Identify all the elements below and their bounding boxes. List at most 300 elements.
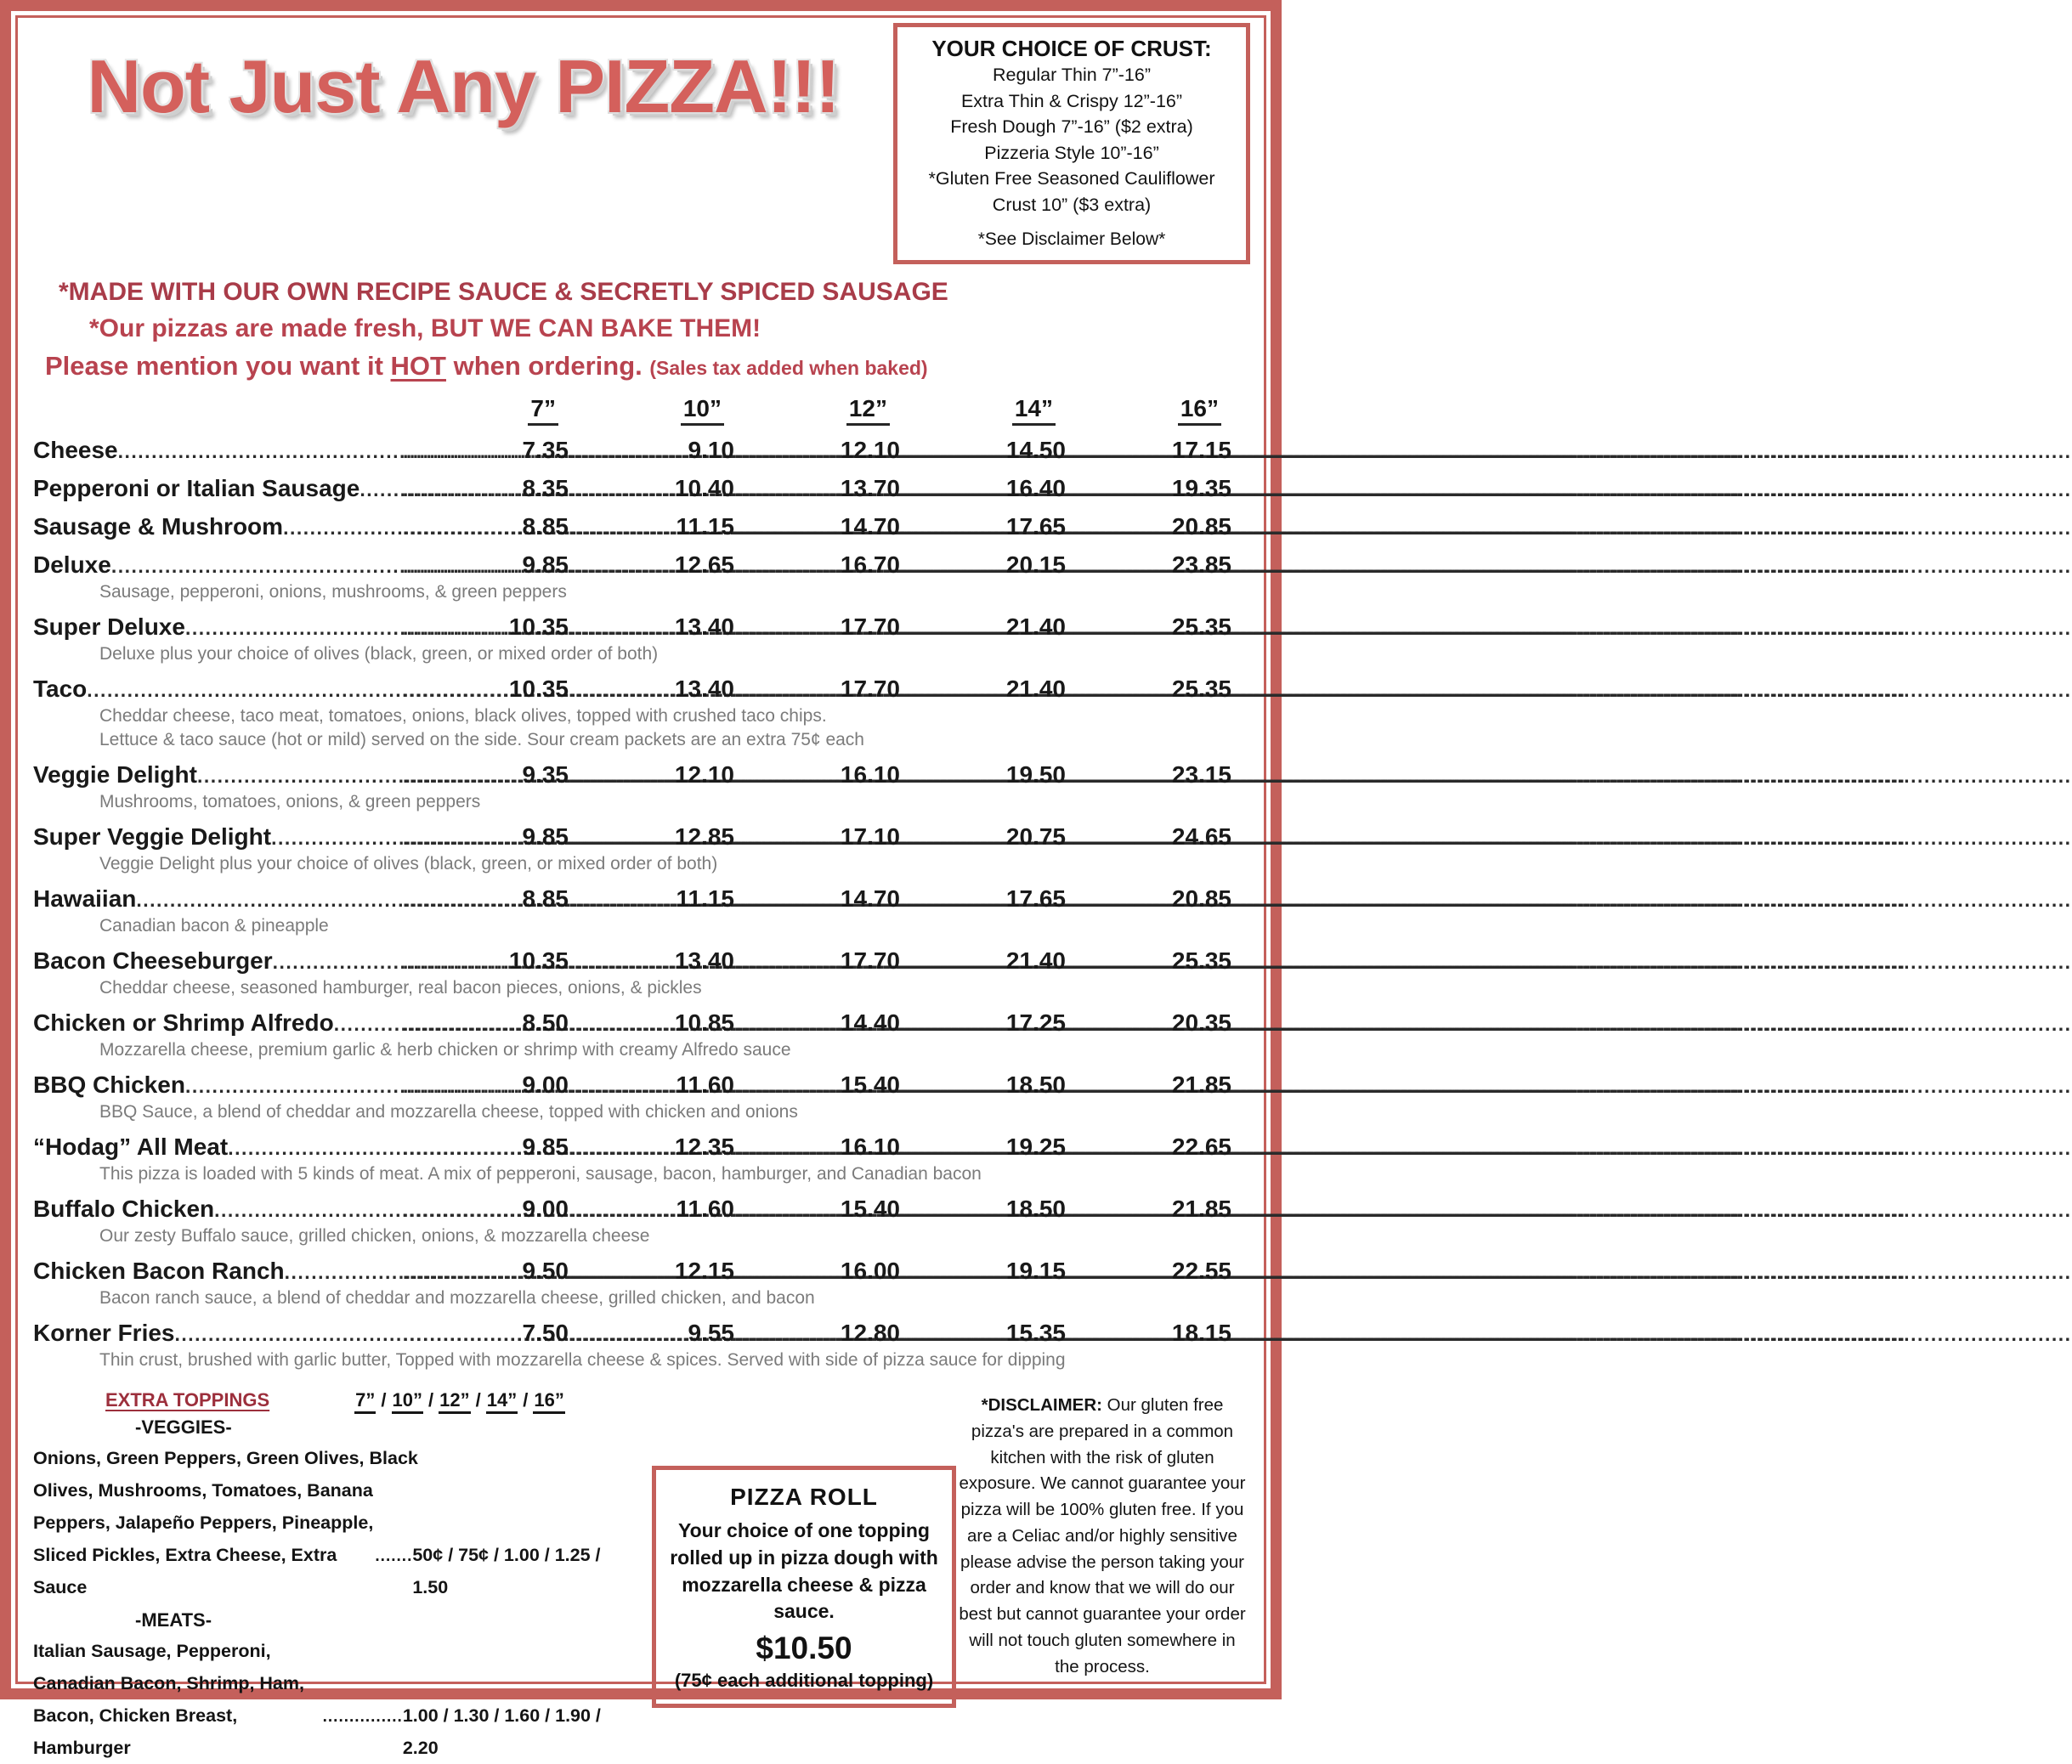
menu-item-row (33, 1258, 1250, 1285)
leader-dots (900, 1199, 1006, 1222)
menu-item-price-cell (403, 551, 569, 579)
meats-heading: -MEATS- (135, 1609, 212, 1631)
leader-dots (1066, 1013, 1172, 1036)
size-header-cell (900, 395, 1066, 426)
size-header-label: 14” (1012, 395, 1056, 426)
leader-dots (403, 765, 523, 788)
menu-item-row (33, 1134, 1250, 1161)
menu-item-price: 7.35 (522, 437, 569, 464)
meats-line: Italian Sausage, Pepperoni, (33, 1641, 271, 1662)
leader-dots (403, 1261, 523, 1284)
menu-item-price: 18.15 (1171, 1320, 1231, 1347)
menu-item-price: 21.85 (1171, 1196, 1231, 1223)
menu-item-price: 9.85 (522, 1134, 569, 1161)
menu-item-price-cell (569, 1134, 734, 1161)
pizza-roll-price: $10.50 (756, 1631, 852, 1666)
menu-item-price-cell (900, 437, 1066, 464)
menu-item-price: 17.65 (1005, 885, 1066, 913)
menu-item-price-cell (569, 947, 734, 975)
menu-item-price: 25.35 (1171, 676, 1231, 703)
menu-item-price-cell (1066, 613, 1231, 641)
leader-dots (569, 555, 675, 578)
menu-item-row (33, 761, 1250, 789)
menu-item-price-cell (1066, 513, 1231, 540)
meats-prices: 1.00 / 1.30 / 1.60 / 1.90 / 2.20 (402, 1705, 601, 1758)
extra-toppings-section (33, 1389, 628, 1764)
leader-dots (403, 679, 509, 702)
menu-item-price: 14.70 (840, 513, 900, 540)
leader-dots (403, 517, 523, 540)
menu-item-row (33, 613, 1250, 641)
size-separator: / (428, 1389, 434, 1411)
menu-item-price-cell (734, 1196, 900, 1223)
leader-dots (1066, 1199, 1172, 1222)
size-header-label: 10” (681, 395, 724, 426)
leader-dots (734, 1013, 841, 1036)
menu-item-price: 10.35 (508, 676, 569, 703)
menu-item-price-cell (1066, 1320, 1231, 1347)
leader-dots (900, 951, 1006, 974)
leader-dots (1066, 478, 1172, 501)
leader-dots (403, 889, 523, 912)
leader-dots (403, 1323, 523, 1346)
menu-item-price: 16.40 (1005, 475, 1066, 502)
leader-dots (734, 1323, 841, 1346)
leader-dots (569, 617, 675, 640)
leader-dots (569, 517, 676, 540)
menu-item-price: 12.80 (840, 1320, 900, 1347)
menu-item-price: 9.85 (522, 823, 569, 851)
menu-item-price-cell (569, 1071, 734, 1099)
menu-item-name: Bacon Cheeseburger (33, 947, 273, 975)
menu-item-name: Taco (33, 676, 88, 703)
leader-dots (1066, 555, 1172, 578)
leader-dots (111, 555, 403, 578)
leader-dots (900, 440, 1006, 463)
menu-item-price: 16.10 (840, 761, 900, 789)
menu-item-price: 24.65 (1171, 823, 1231, 851)
menu-item-description: Our zesty Buffalo sauce, grilled chicken, onions, & mozzarella cheese (99, 1226, 650, 1247)
menu-item-price: 22.65 (1171, 1134, 1231, 1161)
leader-dots (403, 440, 523, 463)
leader-dots (271, 827, 403, 850)
menu-item-price-cell (1066, 761, 1231, 789)
tagline-hot-post: when ordering. (445, 351, 650, 382)
menu-item-name: Super Deluxe (33, 613, 185, 641)
menu-item-description: Bacon ranch sauce, a blend of cheddar and mozzarella cheese, grilled chicken, and bacon (99, 1288, 815, 1309)
menu-item-name: Chicken or Shrimp Alfredo (33, 1009, 334, 1037)
menu-item-price-cell (403, 823, 569, 851)
leader-dots (900, 478, 1006, 501)
menu-item-name-cell (33, 1071, 403, 1099)
size-header-cell (569, 395, 734, 426)
menu-item-price: 8.35 (522, 475, 569, 502)
menu-item-price: 9.55 (688, 1320, 734, 1347)
leader-dots (569, 1261, 675, 1284)
leader-dots (734, 889, 841, 912)
menu-item-price: 17.70 (840, 676, 900, 703)
menu-item-price: 21.85 (1171, 1071, 1231, 1099)
menu-item-name-cell (33, 1320, 403, 1347)
menu-item-row (33, 437, 1250, 464)
menu-item-price: 17.25 (1005, 1009, 1066, 1037)
disclaimer-label: *DISCLAIMER: (981, 1395, 1102, 1416)
menu-item-row (33, 1196, 1250, 1223)
leader-dots (734, 765, 841, 788)
menu-item-price-cell (734, 761, 900, 789)
menu-item-price-cell (1066, 1258, 1231, 1285)
size-header-cell (734, 395, 900, 426)
crust-option: Fresh Dough 7”-16” ($2 extra) (950, 116, 1193, 138)
tagline-hot-pre: Please mention you want it (45, 351, 391, 382)
menu-item-price-cell (900, 1009, 1066, 1037)
leader-dots (900, 827, 1006, 850)
menu-item-price-cell (569, 1009, 734, 1037)
menu-item-name: Hawaiian (33, 885, 137, 913)
menu-item-price: 7.50 (522, 1320, 569, 1347)
leader-dots (734, 1199, 841, 1222)
pizza-price-table (33, 395, 1250, 1371)
menu-item-row (33, 1071, 1250, 1099)
menu-item-description: Lettuce & taco sauce (hot or mild) served on the side. Sour cream packets are an extra 75¢ each (99, 730, 864, 750)
leader-dots (569, 951, 675, 974)
menu-item-price: 9.00 (522, 1196, 569, 1223)
pizza-roll-topping-note: (75¢ each additional topping) (674, 1670, 934, 1692)
menu-item-price: 12.10 (674, 761, 734, 789)
menu-item-price-cell (403, 947, 569, 975)
leader-dots (185, 617, 403, 640)
menu-item-row (33, 513, 1250, 540)
leader-dots (734, 555, 841, 578)
menu-item-price-cell (900, 1258, 1066, 1285)
menu-item-price: 15.40 (840, 1196, 900, 1223)
menu-item-price: 8.85 (522, 513, 569, 540)
extra-toppings-size-headers (354, 1389, 565, 1411)
menu-item-name: Veggie Delight (33, 761, 197, 789)
size-header-cell (403, 395, 569, 426)
leader-dots (136, 889, 403, 912)
leader-dots (375, 1542, 412, 1570)
menu-item-description: BBQ Sauce, a blend of cheddar and mozzarella cheese, topped with chicken and onions (99, 1102, 798, 1122)
leader-dots (569, 1013, 675, 1036)
menu-item-price-cell (734, 1134, 900, 1161)
menu-item-price: 19.25 (1005, 1134, 1066, 1161)
menu-item-price: 20.15 (1005, 551, 1066, 579)
menu-item-price-cell (1066, 437, 1231, 464)
menu-item-price-cell (900, 1071, 1066, 1099)
menu-item-price-cell (1066, 885, 1231, 913)
leader-dots (900, 1075, 1006, 1098)
leader-dots (569, 1199, 676, 1222)
menu-item-price-cell (734, 947, 900, 975)
size-separator: / (475, 1389, 481, 1411)
leader-dots (403, 478, 523, 501)
gluten-disclaimer (956, 1393, 1248, 1680)
menu-item-price: 14.70 (840, 885, 900, 913)
menu-item-price: 19.15 (1005, 1258, 1066, 1285)
meats-last-items: Bacon, Chicken Breast, Hamburger (33, 1705, 238, 1758)
leader-dots (734, 827, 841, 850)
leader-dots (900, 617, 1006, 640)
size-header-label: 7” (528, 395, 558, 426)
menu-item-price: 21.40 (1005, 947, 1066, 975)
menu-item-name-cell (33, 1134, 403, 1161)
menu-item-price-cell (569, 613, 734, 641)
leader-dots (1066, 440, 1172, 463)
leader-dots (323, 1703, 403, 1731)
leader-dots (118, 440, 403, 463)
menu-item-price-cell (900, 1196, 1066, 1223)
menu-item-name-cell (33, 613, 403, 641)
leader-dots (734, 679, 841, 702)
leader-dots (403, 555, 523, 578)
menu-item-price: 12.85 (674, 823, 734, 851)
menu-item-name-cell (33, 475, 403, 502)
menu-item-price: 9.85 (522, 551, 569, 579)
leader-dots (900, 889, 1006, 912)
veggies-line: Olives, Mushrooms, Tomatoes, Banana (33, 1480, 373, 1501)
pizza-roll-box (652, 1466, 956, 1708)
leader-dots (569, 1323, 688, 1346)
menu-item-price-cell (734, 513, 900, 540)
menu-item-price-cell (1066, 676, 1231, 703)
menu-item-description: Canadian bacon & pineapple (99, 916, 329, 936)
menu-item-price-cell (734, 437, 900, 464)
menu-item-price-cell (900, 1134, 1066, 1161)
leader-dots (569, 440, 688, 463)
menu-item-price-cell (569, 551, 734, 579)
page-title: Not Just Any PIZZA!!! (87, 44, 840, 128)
menu-item-price: 15.35 (1005, 1320, 1066, 1347)
menu-item-price-cell (900, 551, 1066, 579)
leader-dots (734, 517, 841, 540)
topping-size-header: 7” (354, 1389, 376, 1414)
pizza-roll-description: Your choice of one topping rolled up in pizza dough with mozzarella cheese & pizza sauce. (670, 1519, 938, 1623)
extra-toppings-heading: EXTRA TOPPINGS (105, 1389, 270, 1411)
menu-item-price: 8.50 (522, 1009, 569, 1037)
menu-item-name-cell (33, 1196, 403, 1223)
menu-item-price: 10.35 (508, 613, 569, 641)
veggies-price-line (33, 1540, 628, 1604)
leader-dots (403, 617, 509, 640)
menu-item-name-cell (33, 947, 403, 975)
leader-dots (283, 517, 403, 540)
menu-item-price-cell (900, 1320, 1066, 1347)
taglines-section (33, 278, 1250, 382)
pizza-roll-title: PIZZA ROLL (730, 1484, 878, 1511)
menu-item-price: 14.40 (840, 1009, 900, 1037)
size-header-cell (1066, 395, 1231, 426)
menu-item-description: Mozzarella cheese, premium garlic & herb chicken or shrimp with creamy Alfredo sauce (99, 1040, 791, 1060)
menu-item-price-cell (900, 761, 1066, 789)
menu-item-price: 18.50 (1005, 1196, 1066, 1223)
menu-item-price-cell (403, 885, 569, 913)
menu-item-price-cell (403, 1196, 569, 1223)
menu-item-price-cell (734, 885, 900, 913)
menu-item-price: 25.35 (1171, 613, 1231, 641)
menu-item-name: “Hodag” All Meat (33, 1134, 229, 1161)
meats-price-line (33, 1700, 628, 1764)
menu-item-name: Sausage & Mushroom (33, 513, 284, 540)
leader-dots (403, 951, 509, 974)
menu-item-price-cell (403, 437, 569, 464)
menu-page-inner-frame (15, 15, 1266, 1758)
menu-item-description: Thin crust, brushed with garlic butter, Topped with mozzarella cheese & spices. Served with side of pizza sauce for dipping (99, 1350, 1066, 1371)
menu-item-price-cell (900, 885, 1066, 913)
crust-option: Regular Thin 7”-16” (992, 65, 1152, 85)
tagline-made-fresh: *Our pizzas are made fresh, BUT WE CAN BAKE THEM! (89, 314, 761, 343)
topping-size-header: 16” (533, 1389, 564, 1414)
crust-option: Pizzeria Style 10”-16” (984, 142, 1159, 163)
leader-dots (273, 951, 403, 974)
menu-item-price-cell (734, 676, 900, 703)
leader-dots (900, 1323, 1006, 1346)
leader-dots (569, 679, 675, 702)
leader-dots (569, 1137, 675, 1160)
menu-item-row (33, 1009, 1250, 1037)
menu-item-price-cell (403, 1320, 569, 1347)
leader-dots (734, 1075, 841, 1098)
menu-item-price: 17.70 (840, 947, 900, 975)
leader-dots (87, 679, 403, 702)
tagline-recipe-sauce: *MADE WITH OUR OWN RECIPE SAUCE & SECRETLY SPICED SAUSAGE (59, 278, 948, 307)
menu-item-price: 17.15 (1171, 437, 1231, 464)
hot-emphasis: HOT (390, 351, 446, 382)
menu-item-price-cell (900, 513, 1066, 540)
menu-item-price-cell (569, 437, 734, 464)
leader-dots (734, 440, 841, 463)
menu-item-price-cell (569, 676, 734, 703)
leader-dots (569, 1075, 676, 1098)
menu-item-name-cell (33, 761, 403, 789)
veggies-line: Peppers, Jalapeño Peppers, Pineapple, (33, 1512, 374, 1534)
topping-size-header: 12” (439, 1389, 470, 1414)
title-area (33, 21, 893, 130)
menu-item-price: 9.35 (522, 761, 569, 789)
menu-item-price-cell (403, 1009, 569, 1037)
menu-item-price: 13.40 (674, 947, 734, 975)
meats-line: Canadian Bacon, Shrimp, Ham, (33, 1672, 304, 1693)
leader-dots (403, 827, 523, 850)
menu-item-price-cell (900, 676, 1066, 703)
menu-item-price: 16.70 (840, 551, 900, 579)
leader-dots (900, 1013, 1006, 1036)
topping-size-header: 14” (486, 1389, 518, 1414)
menu-item-price: 9.10 (688, 437, 734, 464)
menu-item-price: 25.35 (1171, 947, 1231, 975)
leader-dots (334, 1013, 403, 1036)
menu-item-price-cell (900, 947, 1066, 975)
leader-dots (900, 1261, 1006, 1284)
menu-item-price: 13.70 (840, 475, 900, 502)
menu-item-price: 18.50 (1005, 1071, 1066, 1099)
menu-item-name: Super Veggie Delight (33, 823, 272, 851)
menu-item-price: 23.15 (1171, 761, 1231, 789)
size-header-label: 12” (846, 395, 890, 426)
leader-dots (1066, 889, 1172, 912)
leader-dots (900, 517, 1006, 540)
menu-item-price-cell (403, 1134, 569, 1161)
menu-item-price: 10.35 (508, 947, 569, 975)
leader-dots (569, 827, 675, 850)
menu-item-price-cell (1066, 947, 1231, 975)
menu-item-price-cell (734, 475, 900, 502)
leader-dots (403, 1137, 523, 1160)
crust-options-list (908, 62, 1236, 218)
menu-item-name: Deluxe (33, 551, 111, 579)
menu-item-name-cell (33, 823, 403, 851)
menu-item-price: 17.70 (840, 613, 900, 641)
menu-item-price-cell (403, 676, 569, 703)
veggies-last-items: Sliced Pickles, Extra Cheese, Extra Sauce (33, 1544, 337, 1597)
sales-tax-note: (Sales tax added when baked) (649, 357, 928, 380)
menu-item-row (33, 823, 1250, 851)
menu-item-price-cell (1066, 551, 1231, 579)
menu-item-price: 15.40 (840, 1071, 900, 1099)
menu-item-price: 11.15 (676, 513, 734, 540)
menu-item-row (33, 551, 1250, 579)
menu-item-price: 20.35 (1171, 1009, 1231, 1037)
menu-item-price-cell (403, 475, 569, 502)
menu-item-price: 9.50 (522, 1258, 569, 1285)
menu-item-price-cell (403, 1071, 569, 1099)
menu-item-price-cell (1066, 1134, 1231, 1161)
size-header-label: 16” (1178, 395, 1221, 426)
leader-dots (1066, 951, 1172, 974)
menu-item-price: 19.50 (1005, 761, 1066, 789)
menu-item-price-cell (569, 761, 734, 789)
menu-item-price: 19.35 (1171, 475, 1231, 502)
menu-item-price-cell (403, 613, 569, 641)
leader-dots (1066, 827, 1172, 850)
menu-item-price: 20.85 (1171, 513, 1231, 540)
menu-item-row (33, 1320, 1250, 1347)
leader-dots (1066, 1323, 1172, 1346)
leader-dots (900, 765, 1006, 788)
leader-dots (197, 765, 403, 788)
menu-item-name-cell (33, 885, 403, 913)
leader-dots (900, 679, 1006, 702)
leader-dots (1066, 765, 1172, 788)
menu-item-description: Mushrooms, tomatoes, onions, & green peppers (99, 792, 481, 812)
menu-item-description: Sausage, pepperoni, onions, mushrooms, & green peppers (99, 582, 567, 602)
menu-item-description: Deluxe plus your choice of olives (black, green, or mixed order of both) (99, 644, 659, 664)
menu-item-price-cell (569, 823, 734, 851)
menu-item-price: 17.10 (840, 823, 900, 851)
veggies-line: Onions, Green Peppers, Green Olives, Black (33, 1448, 418, 1469)
leader-dots (900, 555, 1006, 578)
menu-item-price: 20.75 (1005, 823, 1066, 851)
crust-choice-box (893, 23, 1250, 264)
menu-item-price-cell (734, 1071, 900, 1099)
crust-disclaimer-note: *See Disclaimer Below* (977, 229, 1166, 250)
menu-item-description: Veggie Delight plus your choice of olives (black, green, or mixed order of both) (99, 854, 718, 874)
size-separator: / (381, 1389, 387, 1411)
leader-dots (175, 1323, 404, 1346)
menu-item-price: 23.85 (1171, 551, 1231, 579)
veggies-prices: 50¢ / 75¢ / 1.00 / 1.25 / 1.50 (412, 1544, 601, 1597)
menu-item-price-cell (1066, 1009, 1231, 1037)
menu-item-price: 10.40 (674, 475, 734, 502)
menu-item-price: 13.40 (674, 676, 734, 703)
menu-item-price: 17.65 (1005, 513, 1066, 540)
menu-item-name-cell (33, 676, 403, 703)
leader-dots (1066, 1261, 1172, 1284)
extra-toppings-header-line (33, 1389, 628, 1411)
menu-item-row (33, 885, 1250, 913)
leader-dots (285, 1261, 403, 1284)
menu-item-name-cell (33, 437, 403, 464)
